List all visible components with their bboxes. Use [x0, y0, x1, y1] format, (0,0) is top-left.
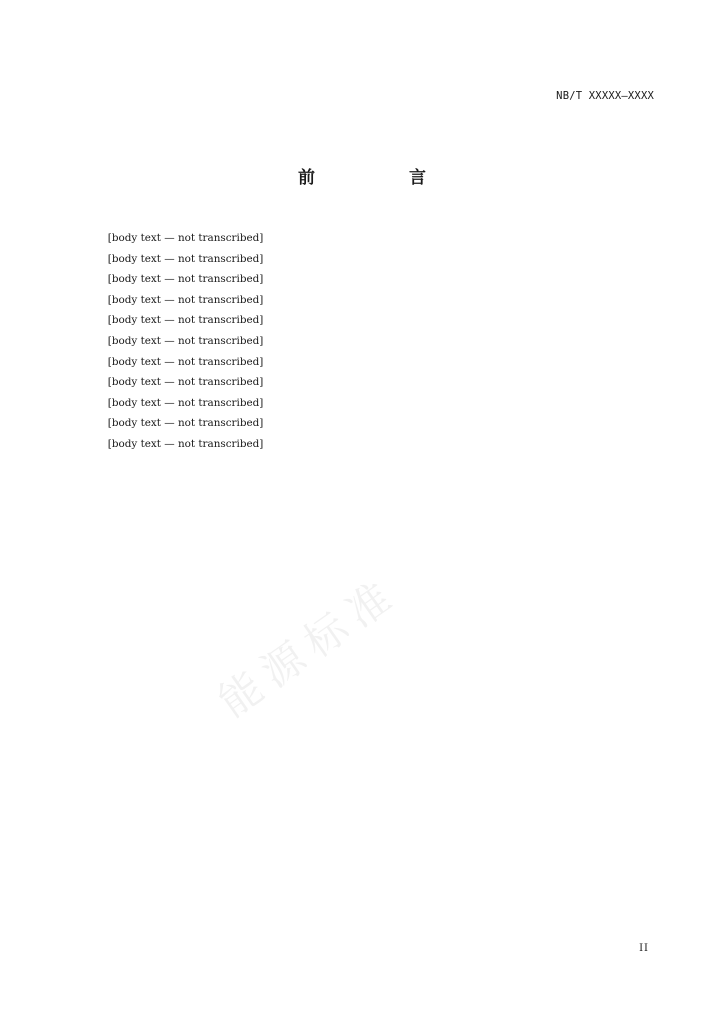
paragraph-drafting-units: [body text — not transcribed] [107, 376, 264, 389]
watermark-text: 能源标准 [209, 567, 409, 727]
list-item-part-2: [body text — not transcribed] [107, 273, 264, 286]
paragraph-proposed-by: [body text — not transcribed] [107, 334, 264, 347]
paragraph-under-jurisdiction: [body text — not transcribed] [107, 355, 264, 368]
paragraph-this-part: [body text — not transcribed] [107, 293, 264, 306]
standard-code: NB/T XXXXX—XXXX [556, 90, 654, 102]
paragraph-feedback: [body text — not transcribed] [107, 437, 264, 450]
list-item-part-1: [body text — not transcribed] [107, 252, 264, 265]
page-number: II [639, 943, 649, 954]
paragraph-first-release: [body text — not transcribed] [107, 417, 264, 430]
paragraph-parts-intro: [body text — not transcribed] [107, 232, 264, 244]
paragraph-drafting-rules: [body text — not transcribed] [107, 314, 264, 327]
paragraph-drafters: [body text — not transcribed] [107, 396, 264, 409]
preface-body [87, 228, 657, 455]
page-title: 前 言 [298, 168, 470, 188]
